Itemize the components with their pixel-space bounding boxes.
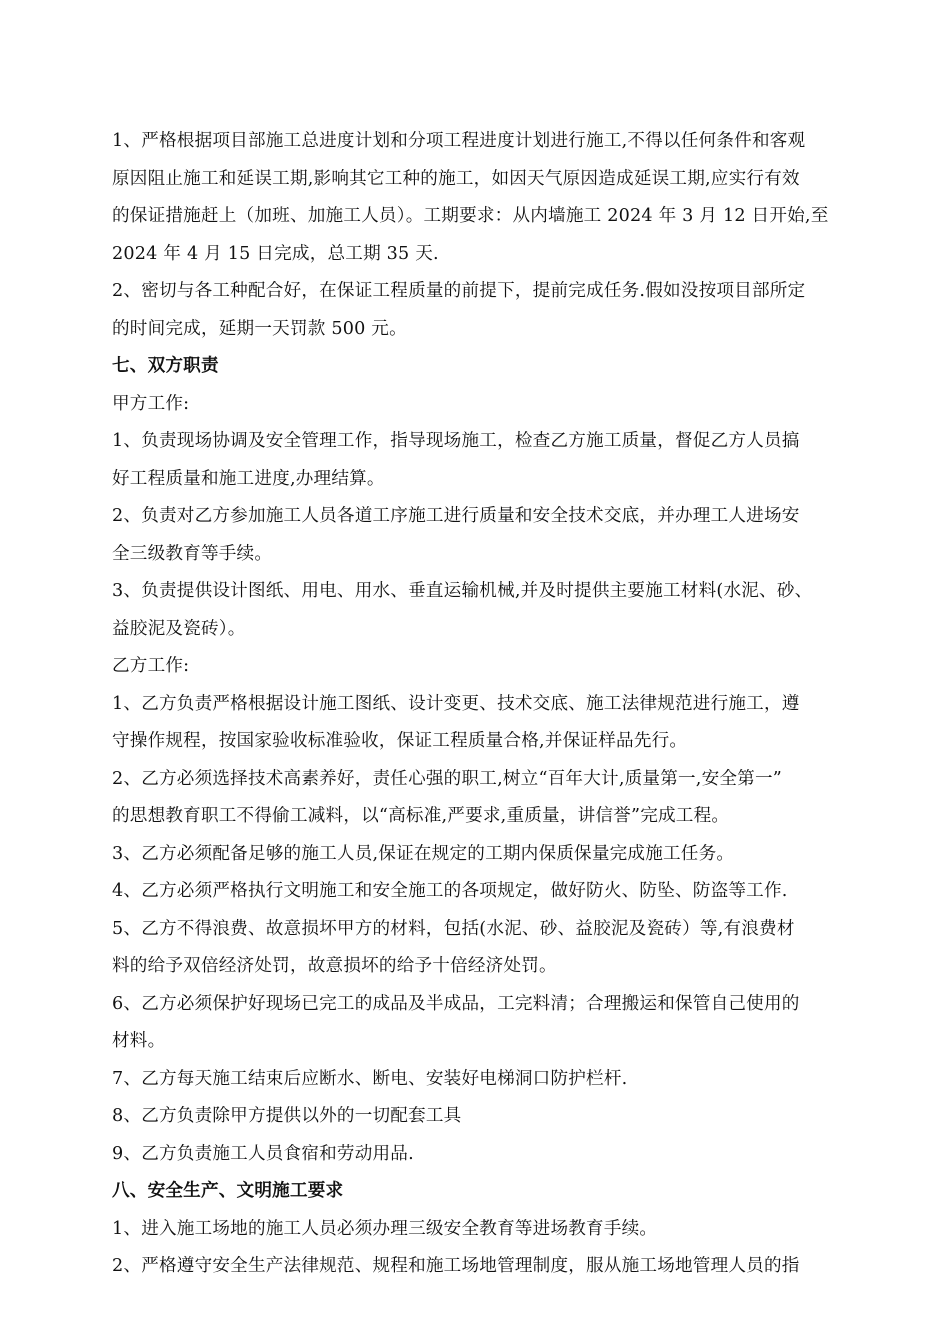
paragraph-line: 全三级教育等手续。 bbox=[112, 543, 273, 564]
paragraph-line: 2024 年 4 月 15 日完成，总工期 35 天. bbox=[112, 243, 439, 264]
paragraph-line: 2、严格遵守安全生产法律规范、规程和施工场地管理制度，服从施工场地管理人员的指 bbox=[112, 1256, 800, 1276]
paragraph-line: 益胶泥及瓷砖）。 bbox=[112, 618, 246, 639]
paragraph-line: 6、乙方必须保护好现场已完工的成品及半成品，工完料清；合理搬运和保管自己使用的 bbox=[112, 993, 800, 1014]
paragraph-line: 的时间完成，延期一天罚款 500 元。 bbox=[112, 318, 407, 339]
paragraph-line: 甲方工作: bbox=[112, 393, 190, 414]
paragraph-line: 2、乙方必须选择技术高素养好，责任心强的职工,树立“百年大计,质量第一,安全第一” bbox=[112, 768, 782, 789]
paragraph-line: 8、乙方负责除甲方提供以外的一切配套工具 bbox=[112, 1106, 462, 1126]
paragraph-line: 1、严格根据项目部施工总进度计划和分项工程进度计划进行施工,不得以任何条件和客观 bbox=[112, 131, 806, 151]
document-body bbox=[112, 123, 872, 1286]
paragraph-line: 5、乙方不得浪费、故意损坏甲方的材料，包括(水泥、砂、益胶泥及瓷砖）等,有浪费材 bbox=[112, 918, 795, 939]
section-heading: 八、安全生产、文明施工要求 bbox=[112, 1181, 344, 1201]
paragraph-line: 1、负责现场协调及安全管理工作，指导现场施工，检查乙方施工质量，督促乙方人员搞 bbox=[112, 431, 800, 451]
paragraph-line: 2、密切与各工种配合好，在保证工程质量的前提下，提前完成任务.假如没按项目部所定 bbox=[112, 281, 806, 301]
paragraph-line: 1、进入施工场地的施工人员必须办理三级安全教育等进场教育手续。 bbox=[112, 1218, 658, 1239]
paragraph-line: 好工程质量和施工进度,办理结算。 bbox=[112, 468, 385, 489]
paragraph-line: 的保证措施赶上（加班、加施工人员）。工期要求：从内墙施工 2024 年 3 月 12 日开始,至 bbox=[112, 206, 829, 226]
paragraph-line: 3、负责提供设计图纸、用电、用水、垂直运输机械,并及时提供主要施工材料(水泥、砂、 bbox=[112, 581, 813, 601]
paragraph-line: 4、乙方必须严格执行文明施工和安全施工的各项规定，做好防火、防坠、防盗等工作. bbox=[112, 881, 788, 901]
paragraph-line: 1、乙方负责严格根据设计施工图纸、设计变更、技术交底、施工法律规范进行施工，遵 bbox=[112, 693, 800, 714]
paragraph-line: 守操作规程，按国家验收标准验收，保证工程质量合格,并保证样品先行。 bbox=[112, 731, 688, 751]
paragraph-line: 料的给予双倍经济处罚，故意损坏的给予十倍经济处罚。 bbox=[112, 956, 557, 976]
paragraph-line: 7、乙方每天施工结束后应断水、断电、安装好电梯洞口防护栏杆. bbox=[112, 1068, 628, 1089]
paragraph-line: 2、负责对乙方参加施工人员各道工序施工进行质量和安全技术交底，并办理工人进场安 bbox=[112, 506, 800, 526]
paragraph-line: 乙方工作: bbox=[112, 656, 190, 676]
paragraph-line: 的思想教育职工不得偷工减料，以“高标准,严要求,重质量，讲信誉”完成工程。 bbox=[112, 806, 730, 826]
paragraph-line: 3、乙方必须配备足够的施工人员,保证在规定的工期内保质保量完成施工任务。 bbox=[112, 843, 735, 864]
paragraph-line: 原因阻止施工和延误工期,影响其它工种的施工，如因天气原因造成延误工期,应实行有效 bbox=[112, 168, 800, 189]
paragraph-line: 9、乙方负责施工人员食宿和劳动用品. bbox=[112, 1143, 414, 1164]
section-heading: 七、双方职责 bbox=[112, 356, 219, 376]
paragraph-line: 材料。 bbox=[112, 1031, 166, 1051]
